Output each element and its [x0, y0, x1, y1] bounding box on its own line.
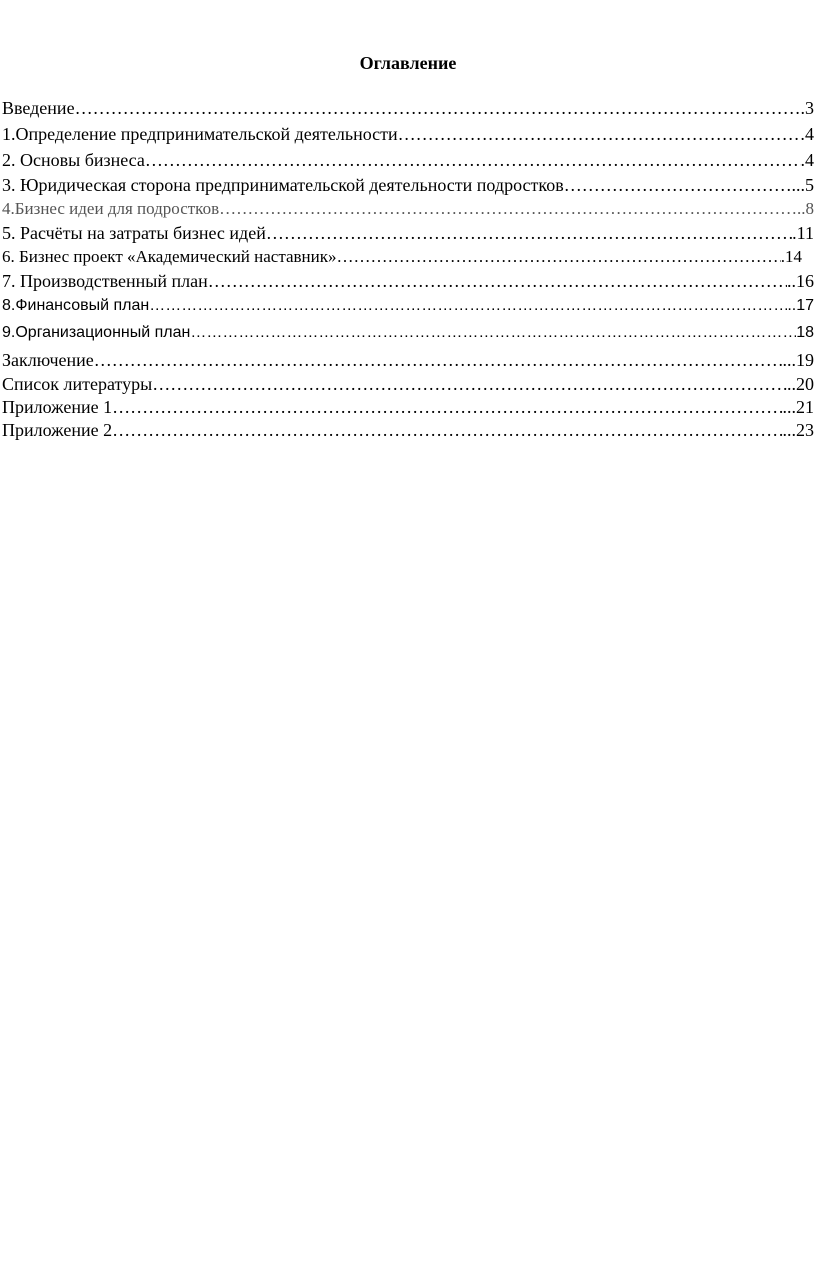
toc-entry-page: .4 [800, 150, 814, 170]
toc-entry-appendix-1 [2, 395, 814, 419]
toc-entry-label: 1.Определение предпринимательской деятельности [2, 124, 398, 144]
toc-entry-cost-calculations [2, 221, 814, 245]
toc-entry-label: 8.Финансовый план [2, 297, 150, 314]
toc-dot-leader [112, 418, 782, 442]
toc-entry-page: ..16 [787, 271, 814, 291]
toc-entry-label: 7. Производственный план [2, 271, 208, 291]
toc-entry-introduction [2, 96, 814, 120]
toc-dot-leader [149, 294, 787, 318]
toc-entry-page: 4 [805, 124, 814, 144]
toc-entry-production-plan [2, 269, 814, 293]
toc-dot-leader [145, 148, 801, 172]
toc-entry-page: ..8 [797, 199, 814, 218]
toc-entry-page: .14 [780, 247, 802, 266]
toc-entry-label: 2. Основы бизнеса [2, 150, 145, 170]
toc-entry-legal-side [2, 173, 814, 197]
toc-entry-definition [2, 122, 814, 146]
toc-entry-business-project [2, 245, 802, 269]
toc-entry-business-basics [2, 148, 814, 172]
toc-dot-leader [112, 395, 782, 419]
toc-dot-leader [152, 372, 787, 396]
toc-entry-page: 18 [796, 324, 814, 341]
toc-entry-label: 3. Юридическая сторона предпринимательской деятельности подростков [2, 175, 564, 195]
toc-dot-leader [398, 122, 805, 146]
toc-title: Оглавление [359, 53, 457, 73]
toc-entry-label: Заключение [2, 350, 94, 370]
toc-entry-page: ..17 [787, 297, 814, 314]
toc-entry-label: Приложение 2 [2, 420, 113, 440]
toc-entry-appendix-2 [2, 418, 814, 442]
toc-entry-label: 4.Бизнес идеи для подростков [2, 199, 220, 218]
toc-dot-leader [75, 96, 801, 120]
toc-entry-page: ..20 [787, 374, 814, 394]
toc-entry-label: Список литературы [2, 374, 153, 394]
toc-dot-leader [94, 348, 783, 372]
toc-entry-page: .11 [792, 223, 814, 243]
toc-dot-leader [219, 197, 797, 221]
toc-entry-references [2, 372, 814, 396]
toc-entry-page: ...19 [782, 350, 814, 370]
toc-dot-leader [208, 269, 787, 293]
toc-entry-label: 6. Бизнес проект «Академический наставник» [2, 247, 337, 266]
toc-dot-leader [337, 245, 781, 269]
toc-entry-page: ...23 [782, 420, 814, 440]
toc-entry-page: ...21 [782, 397, 814, 417]
toc-entry-label: 9.Организационный план [2, 324, 191, 341]
toc-entry-page: ...5 [791, 175, 814, 195]
toc-dot-leader [190, 321, 796, 345]
toc-entry-page: .3 [800, 98, 814, 118]
toc-dot-leader [266, 221, 792, 245]
toc-entry-conclusion [2, 348, 814, 372]
toc-dot-leader [564, 173, 792, 197]
toc-entry-financial-plan [2, 294, 814, 318]
toc-entry-business-ideas [2, 197, 814, 221]
toc-entry-label: Приложение 1 [2, 397, 113, 417]
toc-entry-label: 5. Расчёты на затраты бизнес идей [2, 223, 266, 243]
toc-entry-organizational-plan [2, 321, 814, 345]
toc-entry-label: Введение [2, 98, 75, 118]
